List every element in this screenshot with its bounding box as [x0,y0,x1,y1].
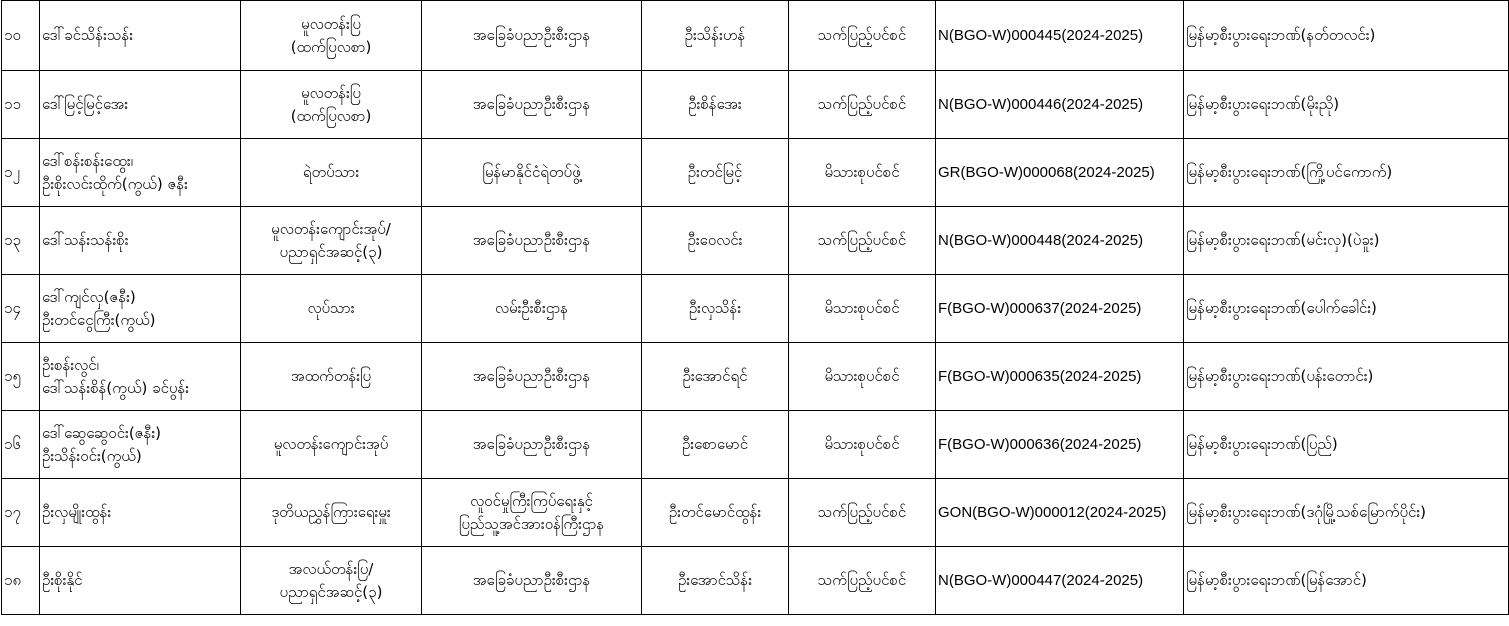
guardian-name-cell: ဦးစိန်အေး [642,71,789,139]
pension-type-cell: သက်ပြည့်ပင်စင် [789,1,936,71]
permit-number-cell: GON(BGO-W)000012(2024-2025) [936,479,1184,547]
pensioner-name-line: ဦးစန်းလွင်၊ [42,355,99,374]
pensioner-name-cell [40,343,241,411]
guardian-name-cell: ဦးအောင်ရင် [642,343,789,411]
department-line: အခြေခံပညာဦးစီးဌာန [472,26,591,44]
serial-number-cell: ၁၀ [2,1,40,71]
position-line: မူလတန်းပြ [301,83,361,102]
position-line: အလယ်တန်းပြ/ [288,559,374,578]
position-line: လုပ်သား [307,299,355,317]
pension-type-cell: မိသားစုပင်စင် [789,275,936,343]
table-row [2,547,1509,615]
serial-number-cell: ၁၆ [2,411,40,479]
permit-number-cell: F(BGO-W)000636(2024-2025) [936,411,1184,479]
position-cell [241,1,422,71]
pensioner-name-line: ဦးစိုးလင်းထိုက်(ကွယ်) ဇနီး [42,174,188,193]
pension-type-cell: မိသားစုပင်စင် [789,139,936,207]
guardian-name-cell: ဦးဝေလင်း [642,207,789,275]
position-line: ပညာရှင်အဆင့်(၃) [279,582,383,601]
department-cell [422,547,642,615]
guardian-name-cell: ဦးအောင်သိန်း [642,547,789,615]
pensioner-name-line: ဒေါ်ဆွေဆွေဝင်း(ဇနီး) [42,423,162,442]
pension-type-cell: မိသားစုပင်စင် [789,343,936,411]
payment-bank-cell: မြန်မာ့စီးပွားရေးဘဏ်(မင်းလှ)(ပဲခူး) [1184,207,1509,275]
payment-bank-cell: မြန်မာ့စီးပွားရေးဘဏ်(ဒဂုံမြို့သစ်မြောက်ပိုင်း) [1184,479,1509,547]
pensioner-name-line: ဒေါ်စန်းစန်းထွေး၊ [42,151,133,170]
payment-bank-cell: မြန်မာ့စီးပွားရေးဘဏ်(ပေါက်ခေါင်း) [1184,275,1509,343]
table-row [2,207,1509,275]
serial-number-cell: ၁၁ [2,71,40,139]
pensioner-name-line: ဒေါ်ကျင်လှ(ဇနီး) [42,287,136,306]
pensioner-name-cell [40,411,241,479]
position-line: မူလတန်းကျောင်းအုပ် [273,435,389,453]
position-line: ပညာရှင်အဆင့်(၃) [279,242,383,261]
position-line: ရဲတပ်သား [302,163,360,181]
guardian-name-cell: ဦးတင်မြင့် [642,139,789,207]
position-cell [241,411,422,479]
pensioner-name-line: ဒေါ်သန်းသန်းစိုး [42,231,129,249]
payment-bank-cell: မြန်မာ့စီးပွားရေးဘဏ်(နတ်တလင်း) [1184,1,1509,71]
department-line: အခြေခံပညာဦးစီးဌာန [472,95,591,113]
position-cell [241,343,422,411]
table-row [2,71,1509,139]
table-row [2,275,1509,343]
department-cell [422,411,642,479]
guardian-name-cell: ဦးစောမောင် [642,411,789,479]
department-line: အခြေခံပညာဦးစီးဌာန [472,435,591,453]
pensioner-name-cell [40,1,241,71]
payment-bank-cell: မြန်မာ့စီးပွားရေးဘဏ်(ပန်းတောင်း) [1184,343,1509,411]
pensioner-name-line: ဦးတင်ငွေကြီး(ကွယ်) [42,310,156,329]
department-cell [422,207,642,275]
pensioner-name-line: ဒေါ်မြင့်မြင့်အေး [42,95,129,113]
pensioner-name-cell [40,275,241,343]
department-cell [422,275,642,343]
position-cell [241,275,422,343]
pension-type-cell: သက်ပြည့်ပင်စင် [789,71,936,139]
department-cell [422,1,642,71]
serial-number-cell: ၁၃ [2,207,40,275]
position-line: ဒုတိယညွှန်ကြားရေးမှူး [271,503,391,521]
guardian-name-cell: ဦးသိန်းဟန် [642,1,789,71]
serial-number-cell: ၁၂ [2,139,40,207]
pensioner-name-cell [40,479,241,547]
table-row [2,411,1509,479]
serial-number-cell: ၁၅ [2,343,40,411]
permit-number-cell: N(BGO-W)000447(2024-2025) [936,547,1184,615]
serial-number-cell: ၁၈ [2,547,40,615]
permit-number-cell: GR(BGO-W)000068(2024-2025) [936,139,1184,207]
pensioner-name-cell [40,547,241,615]
payment-bank-cell: မြန်မာ့စီးပွားရေးဘဏ်(ကြို့ပင်ကောက်) [1184,139,1509,207]
permit-number-cell: N(BGO-W)000446(2024-2025) [936,71,1184,139]
table-row [2,139,1509,207]
guardian-name-cell: ဦးတင်မောင်ထွန်း [642,479,789,547]
position-cell [241,71,422,139]
department-line: လူဝင်မှုကြီးကြပ်ရေးနှင့် [470,491,593,510]
pensioner-name-cell [40,71,241,139]
table-row [2,479,1509,547]
table-body [2,1,1509,615]
pensioner-name-cell [40,139,241,207]
position-line: (ထက်ပြလစာ) [290,37,372,56]
guardian-name-cell: ဦးလှသိန်း [642,275,789,343]
pensioner-name-line: ဒေါ်သန်းစိန်(ကွယ်) ခင်ပွန်း [42,378,190,397]
permit-number-cell: F(BGO-W)000637(2024-2025) [936,275,1184,343]
pension-type-cell: သက်ပြည့်ပင်စင် [789,547,936,615]
position-line: (ထက်ပြလစာ) [290,106,372,125]
position-cell [241,139,422,207]
department-line: အခြေခံပညာဦးစီးဌာန [472,367,591,385]
position-line: မူလတန်းပြ [301,14,361,33]
department-cell [422,139,642,207]
department-line: လမ်းဦးစီးဌာန [494,299,569,317]
serial-number-cell: ၁၇ [2,479,40,547]
pension-type-cell: သက်ပြည့်ပင်စင် [789,207,936,275]
permit-number-cell: F(BGO-W)000635(2024-2025) [936,343,1184,411]
position-line: အထက်တန်းပြ [290,367,372,385]
pensioner-name-cell [40,207,241,275]
department-line: မြန်မာနိုင်ငံရဲတပ်ဖွဲ့ [482,163,581,181]
permit-number-cell: N(BGO-W)000445(2024-2025) [936,1,1184,71]
position-cell [241,207,422,275]
position-cell [241,479,422,547]
department-cell [422,343,642,411]
pension-type-cell: သက်ပြည့်ပင်စင် [789,479,936,547]
department-line: အခြေခံပညာဦးစီးဌာန [472,231,591,249]
pensioner-name-line: ဦးသိန်းဝင်း(ကွယ်) [42,446,142,465]
pensioner-name-line: ဦးစိုးနိုင် [42,571,83,589]
department-line: ပြည်သူ့အင်အားဝန်ကြီးဌာန [458,514,605,533]
position-cell [241,547,422,615]
department-cell [422,71,642,139]
pension-table [1,0,1509,615]
table-row [2,343,1509,411]
payment-bank-cell: မြန်မာ့စီးပွားရေးဘဏ်(မြန်အောင်) [1184,547,1509,615]
pensioner-name-line: ဒေါ်ခင်သိန်းသန်း [42,26,134,44]
department-line: အခြေခံပညာဦးစီးဌာန [472,571,591,589]
payment-bank-cell: မြန်မာ့စီးပွားရေးဘဏ်(မိုးညို) [1184,71,1509,139]
serial-number-cell: ၁၄ [2,275,40,343]
department-cell [422,479,642,547]
table-row [2,1,1509,71]
payment-bank-cell: မြန်မာ့စီးပွားရေးဘဏ်(ပြည်) [1184,411,1509,479]
permit-number-cell: N(BGO-W)000448(2024-2025) [936,207,1184,275]
pensioner-name-line: ဦးလှမျိုးထွန်း [42,503,112,521]
pension-type-cell: မိသားစုပင်စင် [789,411,936,479]
position-line: မူလတန်းကျောင်းအုပ်/ [271,219,391,238]
